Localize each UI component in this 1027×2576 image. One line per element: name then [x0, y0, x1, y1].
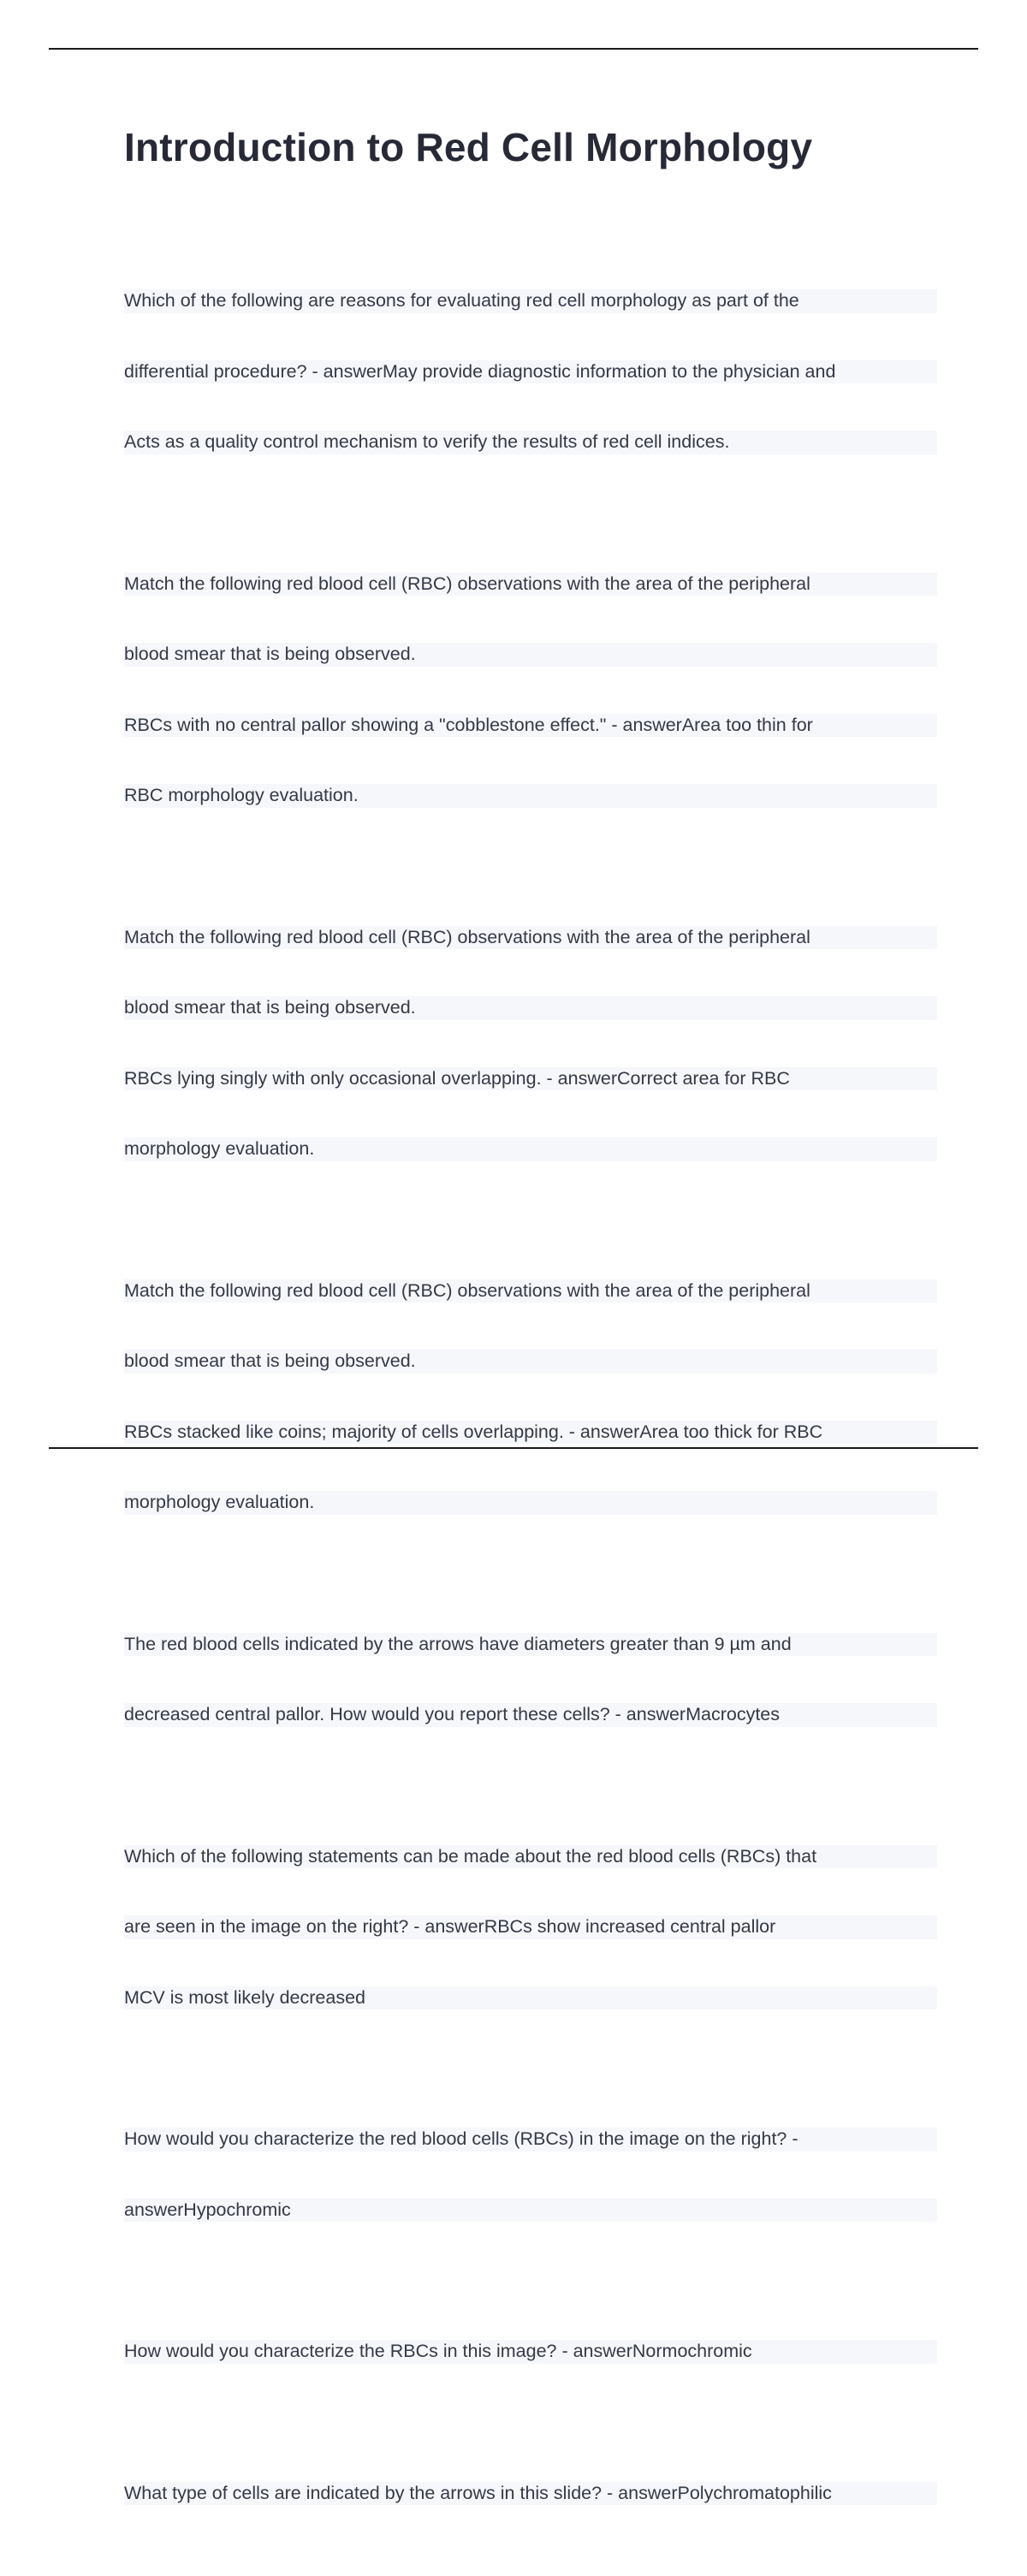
qa-line: decreased central pallor. How would you report these cells? - answerMacrocytes — [124, 1703, 937, 1727]
qa-line: Which of the following statements can be made about the red blood cells (RBCs) that — [124, 1845, 937, 1869]
qa-line: RBCs lying singly with only occasional overlapping. - answerCorrect area for RBC — [124, 1067, 937, 1091]
qa-item — [124, 1232, 937, 1562]
qa-item — [124, 2293, 937, 2411]
qa-item — [124, 1586, 937, 1774]
qa-list — [124, 242, 937, 2552]
top-rule — [49, 48, 978, 50]
qa-item — [124, 2435, 937, 2553]
qa-line: are seen in the image on the right? - answerRBCs show increased central pallor — [124, 1915, 937, 1939]
qa-line: morphology evaluation. — [124, 1137, 937, 1161]
qa-line: blood smear that is being observed. — [124, 1350, 937, 1374]
bottom-rule — [49, 1447, 978, 1449]
qa-item — [124, 242, 937, 502]
qa-line: Which of the following are reasons for evaluating red cell morphology as part of the — [124, 289, 937, 313]
page-title: Introduction to Red Cell Morphology — [124, 125, 813, 169]
qa-line: Match the following red blood cell (RBC) observations with the area of the peripheral — [124, 573, 937, 597]
qa-line: RBCs with no central pallor showing a "cobblestone effect." - answerArea too thin for — [124, 714, 937, 738]
qa-line: The red blood cells indicated by the arrows have diameters greater than 9 µm and — [124, 1633, 937, 1657]
qa-line: What type of cells are indicated by the arrows in this slide? - answerPolychromatophilic — [124, 2482, 937, 2506]
qa-line: MCV is most likely decreased — [124, 1986, 937, 2010]
qa-line: Acts as a quality control mechanism to verify the results of red cell indices. — [124, 430, 937, 454]
qa-line: Match the following red blood cell (RBC) observations with the area of the peripheral — [124, 926, 937, 950]
qa-line: answerHypochromic — [124, 2199, 937, 2223]
document-body — [124, 120, 937, 2576]
qa-line: differential procedure? - answerMay provide diagnostic information to the physician and — [124, 360, 937, 384]
qa-line: morphology evaluation. — [124, 1491, 937, 1515]
qa-line: blood smear that is being observed. — [124, 996, 937, 1020]
qa-item — [124, 1798, 937, 2057]
qa-item — [124, 879, 937, 1208]
qa-line: blood smear that is being observed. — [124, 643, 937, 667]
qa-line: How would you characterize the RBCs in this image? - answerNormochromic — [124, 2340, 937, 2364]
qa-line: RBC morphology evaluation. — [124, 784, 937, 808]
qa-line: RBCs stacked like coins; majority of cells overlapping. - answerArea too thick for RBC — [124, 1421, 937, 1445]
qa-item — [124, 2080, 937, 2269]
qa-item — [124, 525, 937, 855]
qa-line: How would you characterize the red blood cells (RBCs) in the image on the right? - — [124, 2128, 937, 2152]
qa-line: Match the following red blood cell (RBC) observations with the area of the peripheral — [124, 1279, 937, 1303]
